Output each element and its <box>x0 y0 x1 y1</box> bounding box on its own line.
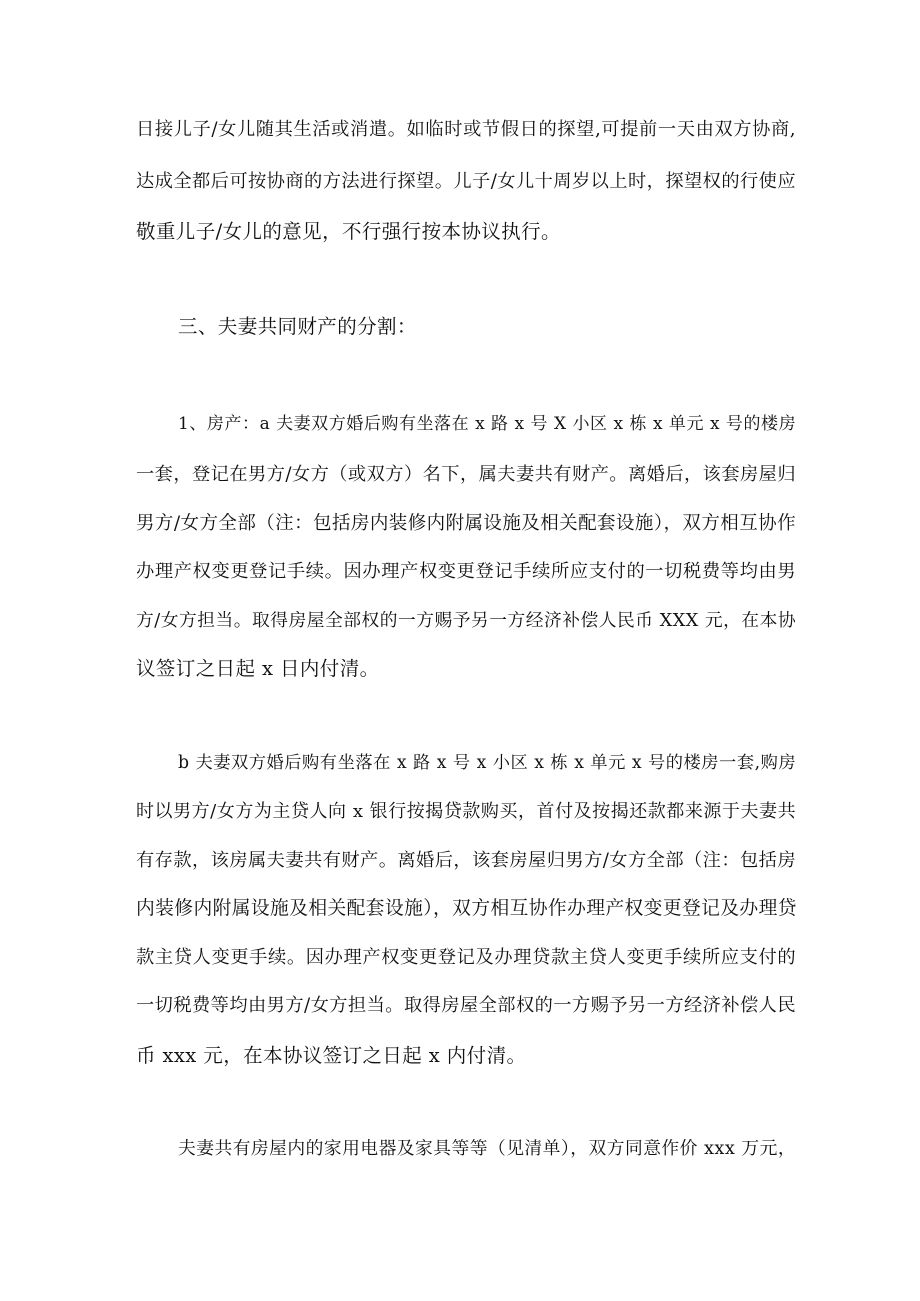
text-line: 有存款，该房属夫妻共有财产。离婚后，该套房屋归男方/女方全部（注：包括房 <box>136 850 796 871</box>
text-line: 1、房产：a 夫妻双方婚后购有坐落在 x 路 x 号 X 小区 x 栋 x 单元 x 号的楼房 <box>178 414 796 434</box>
text-line: 款主贷人变更手续。因办理产权变更登记及办理贷款主贷人变更手续所应支付的 <box>136 947 796 968</box>
text-line: 一切税费等均由男方/女方担当。取得房屋全部权的一方赐予另一方经济补偿人民 <box>136 995 796 1016</box>
text-line: 币 xxx 元，在本协议签订之日起 x 内付清。 <box>136 1044 527 1067</box>
text-line: 日接儿子/女儿随其生活或消遣。如临时或节假日的探望,可提前一天由双方协商, <box>136 119 796 140</box>
text-line: 达成全都后可按协商的方法进行探望。儿子/女儿十周岁以上时，探望权的行使应 <box>136 171 796 192</box>
text-line: 办理产权变更登记手续。因办理产权变更登记手续所应支付的一切税费等均由男 <box>136 561 796 582</box>
text-line: 男方/女方全部（注：包括房内装修内附属设施及相关配套设施），双方相互协作 <box>136 513 796 534</box>
text-line: 一套，登记在男方/女方（或双方）名下，属夫妻共有财产。离婚后，该套房屋归 <box>136 464 796 485</box>
text-line: 时以男方/女方为主贷人向 x 银行按揭贷款购买，首付及按揭还款都来源于夫妻共 <box>136 801 796 822</box>
text-line: 议签订之日起 x 日内付清。 <box>136 657 380 680</box>
text-line: 内装修内附属设施及相关配套设施），双方相互协作办理产权变更登记及办理贷 <box>136 898 797 919</box>
text-line: 夫妻共有房屋内的家用电器及家具等等（见清单），双方同意作价 xxx 万元， <box>178 1139 796 1159</box>
text-line: 方/女方担当。取得房屋全部权的一方赐予另一方经济补偿人民币 XXX 元，在本协 <box>136 611 796 631</box>
text-line: b 夫妻双方婚后购有坐落在 x 路 x 号 x 小区 x 栋 x 单元 x 号的楼房一套,购房 <box>178 753 796 773</box>
heading-text: 三、夫妻共同财产的分割： <box>178 315 417 338</box>
text-line: 敬重儿子/女儿的意见，不行强行按本协议执行。 <box>136 220 561 243</box>
